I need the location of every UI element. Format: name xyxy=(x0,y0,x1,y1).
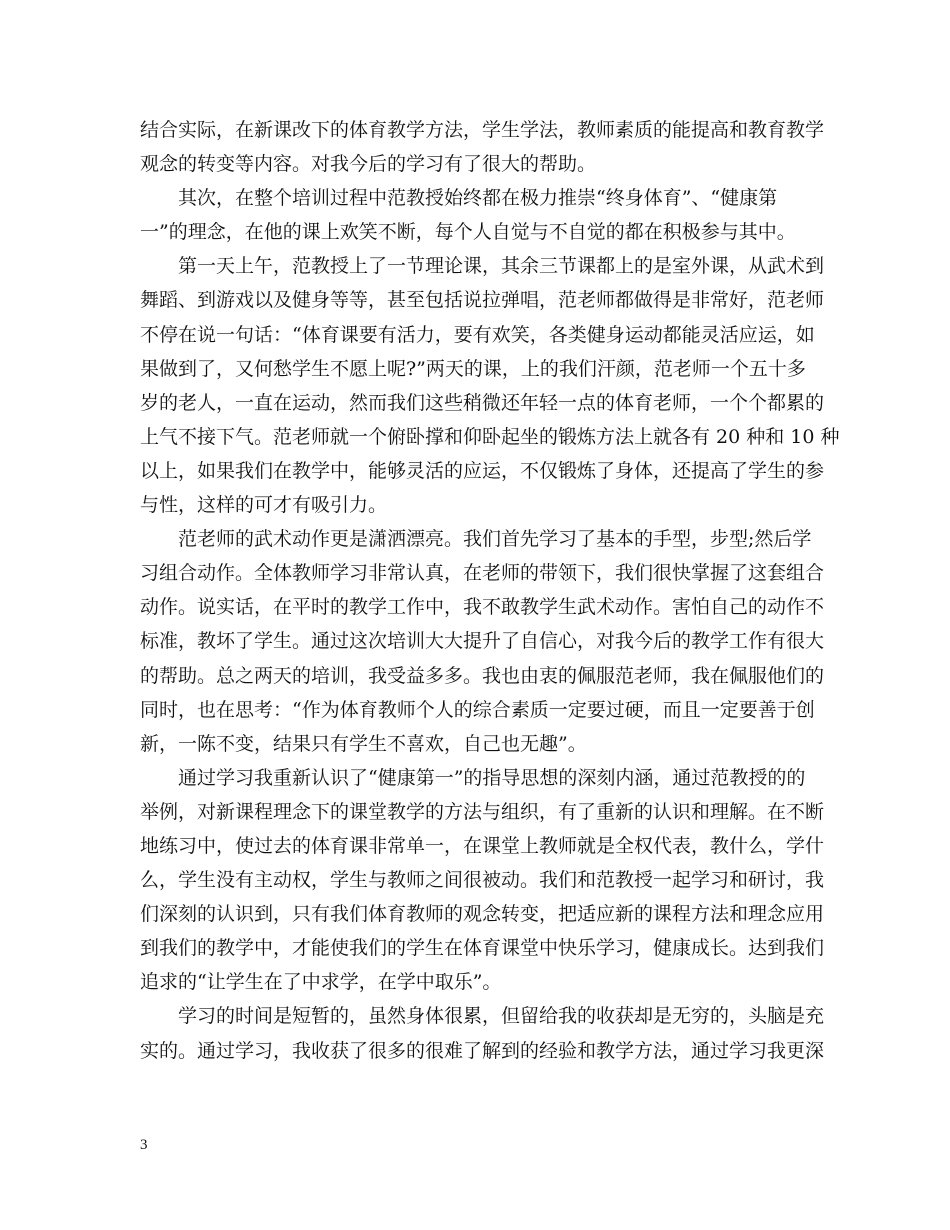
page-number: 3 xyxy=(140,1137,148,1153)
text-line: 一”的理念，在他的课上欢笑不断，每个人自觉与不自觉的都在积极参与其中。 xyxy=(140,221,796,244)
paragraph-start-line: 其次，在整个培训过程中范教授始终都在极力推崇“终身体育”、“健康第 xyxy=(178,187,778,210)
text-line: 舞蹈、到游戏以及健身等等，甚至包括说拉弹唱，范老师都做得是非常好，范老师 xyxy=(140,289,825,312)
text-line: 追求的“让学生在了中求学，在学中取乐”。 xyxy=(140,971,502,994)
text-line: 们深刻的认识到，只有我们体育教师的观念转变，把适应新的课程方法和理念应用 xyxy=(140,903,825,926)
text-line: 同时，也在思考：“作为体育教师个人的综合素质一定要过硬，而且一定要善于创 xyxy=(140,698,815,721)
paragraph-start-line: 范老师的武术动作更是潇洒漂亮。我们首先学习了基本的手型，步型;然后学 xyxy=(178,528,812,551)
text-line: 不停在说一句话：“体育课要有活力，要有欢笑，各类健身运动都能灵活应运，如 xyxy=(140,323,815,346)
text-line: 上气不接下气。范老师就一个俯卧撑和仰卧起坐的锻炼方法上就各有 20 种和 10 种 xyxy=(140,425,840,448)
text-line: 实的。通过学习，我收获了很多的很难了解到的经验和教学方法，通过学习我更深 xyxy=(140,1039,825,1062)
text-line: 到我们的教学中，才能使我们的学生在体育课堂中快乐学习，健康成长。达到我们 xyxy=(140,937,825,960)
paragraph-start-line: 第一天上午，范教授上了一节理论课，其余三节课都上的是室外课，从武术到 xyxy=(178,255,825,278)
body-text xyxy=(140,113,840,1068)
text-line: 的帮助。总之两天的培训，我受益多多。我也由衷的佩服范老师，我在佩服他们的 xyxy=(140,664,825,687)
text-line: 新，一陈不变，结果只有学生不喜欢，自己也无趣”。 xyxy=(140,732,587,755)
paragraph-start-line: 学习的时间是短暂的，虽然身体很累，但留给我的收获却是无穷的，头脑是充 xyxy=(178,1005,825,1028)
text-line: 结合实际，在新课改下的体育教学方法，学生学法，教师素质的能提高和教育教学 xyxy=(140,119,825,141)
text-line: 与性，这样的可才有吸引力。 xyxy=(140,494,388,517)
text-line: 么，学生没有主动权，学生与教师之间很被动。我们和范教授一起学习和研讨，我 xyxy=(140,869,825,892)
text-line: 地练习中，使过去的体育课非常单一，在课堂上教师就是全权代表，教什么，学什 xyxy=(140,834,825,857)
text-line: 果做到了，又何愁学生不愿上呢?”两天的课，上的我们汗颜，范老师一个五十多 xyxy=(140,357,806,380)
paragraph-start-line: 通过学习我重新认识了“健康第一”的指导思想的深刻内涵，通过范教授的的 xyxy=(178,766,806,789)
text-line: 举例，对新课程理念下的课堂教学的方法与组织，有了重新的认识和理解。在不断 xyxy=(140,800,825,823)
text-line: 岁的老人，一直在运动，然而我们这些稍微还年轻一点的体育老师，一个个都累的 xyxy=(140,391,825,414)
text-line: 习组合动作。全体教师学习非常认真，在老师的带领下，我们很快掌握了这套组合 xyxy=(140,562,825,585)
text-line: 动作。说实话，在平时的教学工作中，我不敢教学生武术动作。害怕自己的动作不 xyxy=(140,596,825,619)
text-line: 观念的转变等内容。对我今后的学习有了很大的帮助。 xyxy=(140,153,597,176)
text-line: 标准，教坏了学生。通过这次培训大大提升了自信心，对我今后的教学工作有很大 xyxy=(140,630,825,653)
text-line: 以上，如果我们在教学中，能够灵活的应运，不仅锻炼了身体，还提高了学生的参 xyxy=(140,459,825,482)
